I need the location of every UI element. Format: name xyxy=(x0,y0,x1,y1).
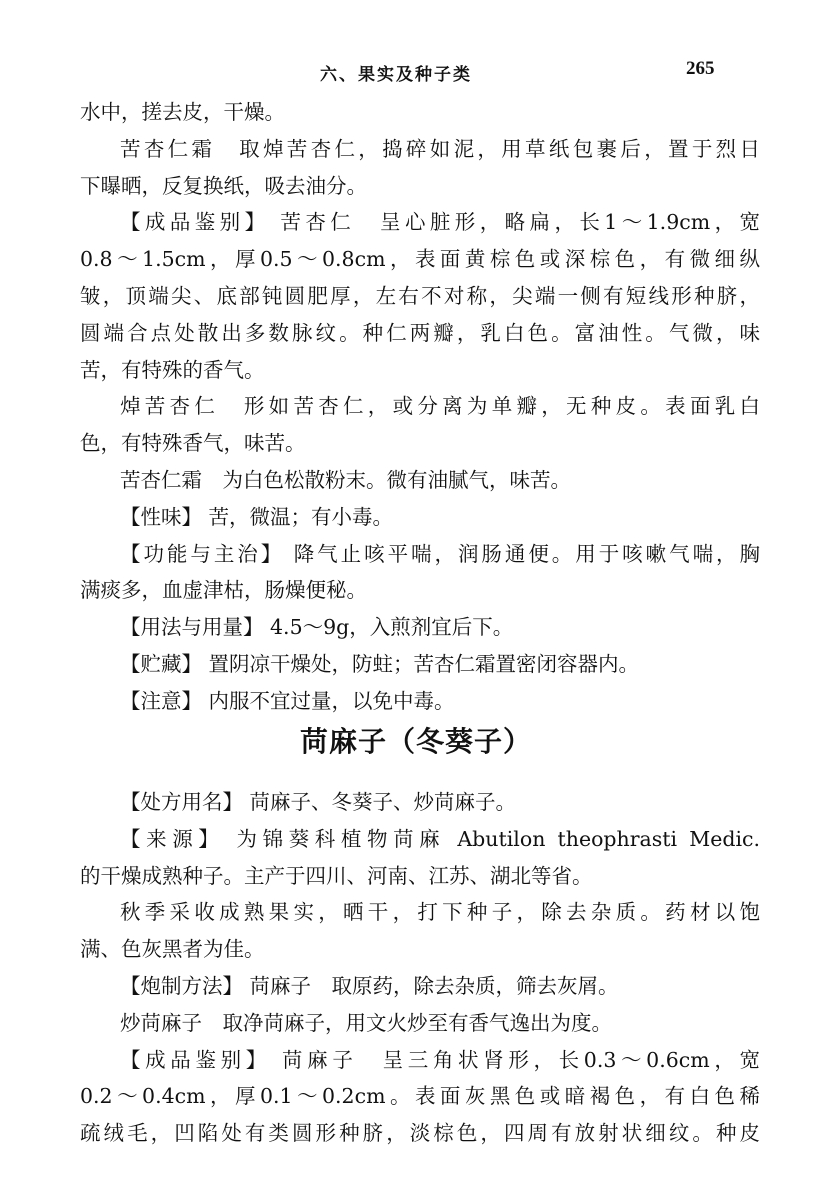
text-line: 苦杏仁霜 为白色松散粉末。微有油腻气，味苦。 xyxy=(120,468,571,492)
text-line: 【用法与用量】 4.5～9g，入煎剂宜后下。 xyxy=(120,615,514,640)
text-line: 苦，有特殊的香气。 xyxy=(80,357,265,382)
text-line: 【处方用名】 苘麻子、冬葵子、炒苘麻子。 xyxy=(120,790,517,814)
text-line: 满、色灰黑者为佳。 xyxy=(80,937,265,962)
page-header xyxy=(0,54,832,90)
section-heading: 苘麻子（冬葵子） xyxy=(299,725,532,758)
text-line: 疏绒毛，凹陷处有类圆形种脐，淡棕色，四周有放射状细纹。种皮 xyxy=(80,1121,760,1146)
text-line: 圆端合点处散出多数脉纹。种仁两瓣，乳白色。富油性。气微，味 xyxy=(80,320,760,345)
text-line: 的干燥成熟种子。主产于四川、河南、江苏、湖北等省。 xyxy=(80,863,593,888)
text-line: 【炮制方法】 苘麻子 取原药，除去杂质，筛去灰屑。 xyxy=(120,974,619,998)
text-line: 水中，搓去皮，干燥。 xyxy=(80,100,285,124)
text-line: 苦杏仁霜 取焯苦杏仁，捣碎如泥，用草纸包裹后，置于烈日 xyxy=(120,136,760,161)
text-line: 【成品鉴别】 苘麻子 呈三角状肾形，长0.3～0.6cm，宽 xyxy=(120,1047,760,1072)
page-number: 265 xyxy=(686,58,715,79)
text-line: 【注意】 内服不宜过量，以免中毒。 xyxy=(120,688,455,713)
text-line: 【成品鉴别】 苦杏仁 呈心脏形，略扁，长1～1.9cm，宽 xyxy=(120,210,760,235)
text-line: 色，有特殊香气，味苦。 xyxy=(80,431,306,456)
text-line: 秋季采收成熟果实，晒干，打下种子，除去杂质。药材以饱 xyxy=(120,900,760,925)
text-line: 皱，顶端尖、底部钝圆肥厚，左右不对称，尖端一侧有短线形种脐， xyxy=(80,284,760,308)
text-line: 满痰多，血虚津枯，肠燥便秘。 xyxy=(80,578,367,603)
text-line: 下曝晒，反复换纸，吸去油分。 xyxy=(80,173,367,198)
text-line: 0.2～0.4cm，厚0.1～0.2cm。表面灰黑色或暗褐色，有白色稀 xyxy=(80,1084,760,1109)
text-line: 【功能与主治】 降气止咳平喘，润肠通便。用于咳嗽气喘，胸 xyxy=(120,541,760,566)
text-line: 【性味】 苦，微温；有小毒。 xyxy=(120,504,394,529)
text-line: 0.8～1.5cm，厚0.5～0.8cm，表面黄棕色或深棕色，有微细纵 xyxy=(80,247,760,272)
running-title: 六、果实及种子类 xyxy=(320,65,472,85)
text-line: 炒苘麻子 取净苘麻子，用文火炒至有香气逸出为度。 xyxy=(120,1010,612,1035)
text-line: 【来源】 为锦葵科植物苘麻 Abutilon theophrasti Medic. xyxy=(120,826,760,851)
text-line: 焯苦杏仁 形如苦杏仁，或分离为单瓣，无种皮。表面乳白 xyxy=(120,394,760,419)
text-line: 【贮藏】 置阴凉干燥处，防蛀；苦杏仁霜置密闭容器内。 xyxy=(120,652,640,676)
